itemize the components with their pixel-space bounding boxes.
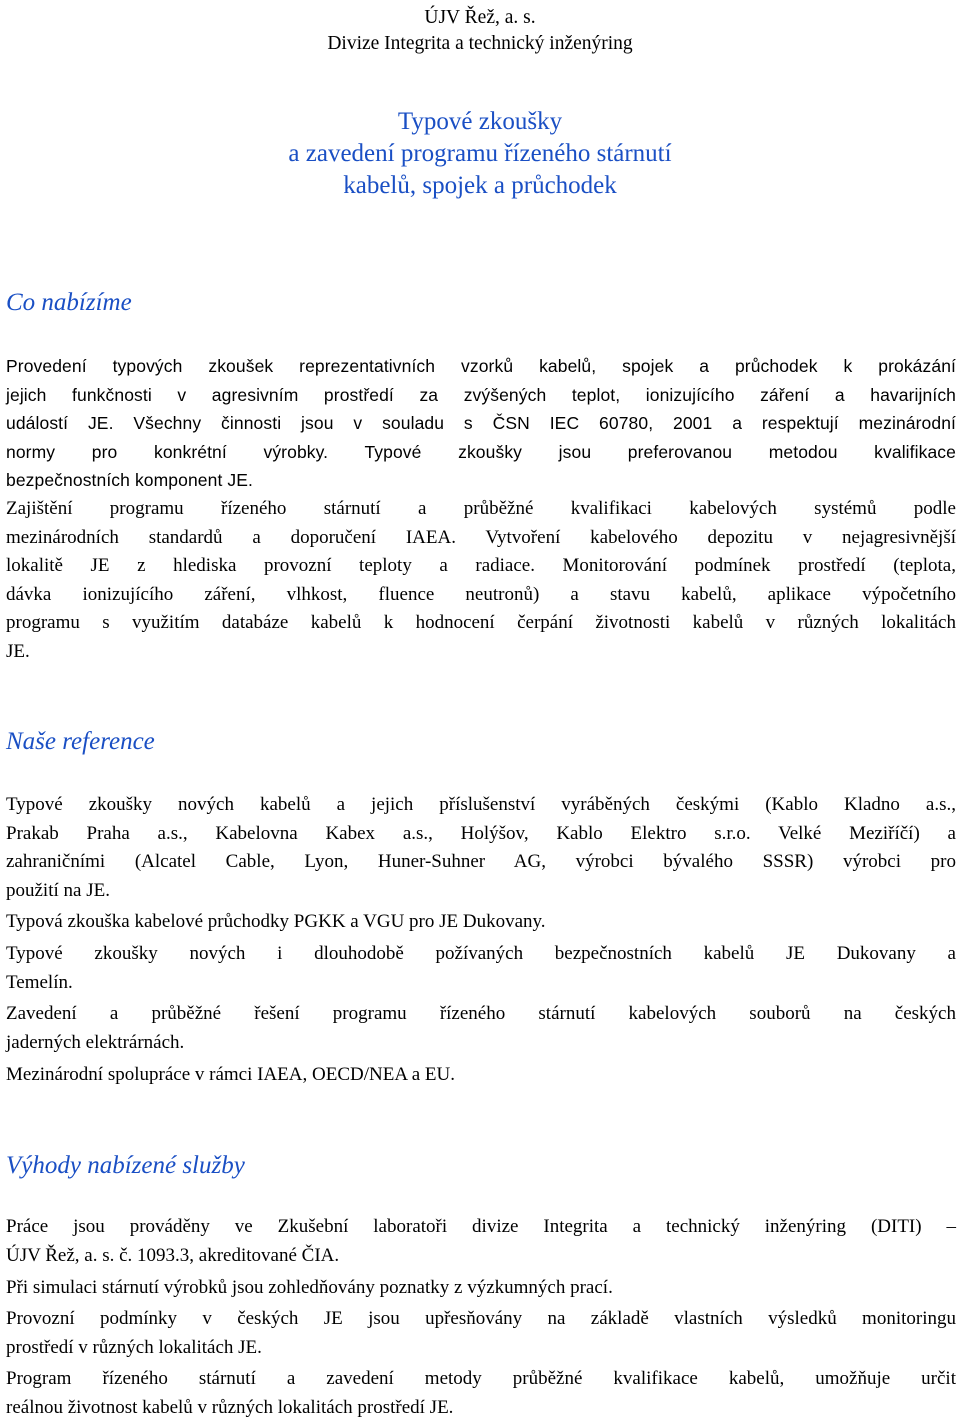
text-line: jaderných elektrárnách.: [6, 1031, 185, 1053]
document-title: [0, 106, 960, 202]
text-line: lokalitě JE z hlediska provozní teploty a radiace. Monitorování podmínek prostředí (teplota,: [6, 555, 956, 576]
text-line: Typové zkoušky nových i dlouhodobě požívaných bezpečnostních kabelů JE Dukovany a: [6, 943, 956, 964]
text-line: jejich funkčnosti v agresivním prostředí za zvýšených teplot, ionizujícího záření a havarijních: [6, 384, 956, 405]
text-line: Temelín.: [6, 971, 73, 993]
text-line: Prakab Praha a.s., Kabelovna Kabex a.s., Holýšov, Kablo Elektro s.r.o. Velké Meziříčí) a: [6, 822, 956, 844]
references-paragraph-1: [6, 791, 956, 905]
benefits-paragraph-3: [6, 1305, 956, 1362]
text-line: reálnou životnost kabelů v různých lokalitách prostředí JE.: [6, 1396, 454, 1418]
benefits-paragraph-2: [6, 1274, 956, 1303]
heading-benefits: Výhody nabízené služby: [6, 1152, 245, 1179]
text-line: Provozní podmínky v českých JE jsou upřesňovány na základě vlastních výsledků monitoringu: [6, 1308, 956, 1329]
references-paragraph-5: [6, 1061, 956, 1090]
benefits-paragraph-4: [6, 1365, 956, 1422]
text-line: Mezinárodní spolupráce v rámci IAEA, OECD/NEA a EU.: [6, 1064, 456, 1085]
text-line: událostí JE. Všechny činnosti jsou v souladu s ČSN IEC 60780, 2001 a respektují mezinárodní: [6, 413, 956, 433]
title-line-1: Typové zkoušky: [397, 108, 563, 135]
offer-paragraph-2: [6, 495, 956, 666]
division-name: Divize Integrita a technický inženýring: [327, 33, 633, 54]
offer-paragraph-1: [6, 352, 956, 495]
text-line: bezpečnostních komponent JE.: [6, 470, 253, 490]
text-line: Práce jsou prováděny ve Zkušební laboratoři divize Integrita a technický inženýring (DITI) –: [6, 1216, 956, 1237]
text-line: použití na JE.: [6, 879, 110, 901]
text-line: dávka ionizujícího záření, vlhkost, fluence neutronů) a stavu kabelů, aplikace výpočetního: [6, 583, 956, 605]
text-line: Typové zkoušky nových kabelů a jejich příslušenství vyráběných českými (Kablo Kladno a.s.,: [6, 794, 956, 815]
text-line: prostředí v různých lokalitách JE.: [6, 1336, 262, 1358]
title-line-3: kabelů, spojek a průchodek: [343, 172, 617, 199]
benefits-paragraph-1: [6, 1213, 956, 1270]
text-line: normy pro konkrétní výrobky. Typové zkoušky jsou preferovanou metodou kvalifikace: [6, 441, 956, 462]
text-line: JE.: [6, 640, 30, 662]
organization-name: ÚJV Řež, a. s.: [424, 7, 536, 28]
title-line-2: a zavedení programu řízeného stárnutí: [288, 140, 672, 167]
text-line: Zajištění programu řízeného stárnutí a průběžné kvalifikaci kabelových systémů podle: [6, 498, 956, 519]
text-line: mezinárodních standardů a doporučení IAEA. Vytvoření kabelového depozitu v nejagresivnější: [6, 526, 956, 548]
text-line: programu s využitím databáze kabelů k hodnocení čerpání životnosti kabelů v různých lokalitách: [6, 612, 956, 633]
text-line: Typová zkouška kabelové průchodky PGKK a VGU pro JE Dukovany.: [6, 911, 546, 932]
heading-references: Naše reference: [6, 728, 155, 755]
text-line: zahraničními (Alcatel Cable, Lyon, Huner-Suhner AG, výrobci bývalého SSSR) výrobci pro: [6, 851, 956, 872]
text-line: ÚJV Řež, a. s. č. 1093.3, akreditované ČIA.: [6, 1244, 340, 1266]
text-line: Při simulaci stárnutí výrobků jsou zohledňovány poznatky z výzkumných prací.: [6, 1277, 613, 1298]
references-paragraph-4: [6, 1000, 956, 1057]
references-paragraph-2: [6, 908, 956, 937]
heading-offer: Co nabízíme: [6, 289, 132, 316]
references-paragraph-3: [6, 940, 956, 997]
text-line: Zavedení a průběžné řešení programu řízeného stárnutí kabelových souborů na českých: [6, 1003, 956, 1024]
text-line: Provedení typových zkoušek reprezentativních vzorků kabelů, spojek a průchodek k prokázání: [6, 356, 956, 376]
text-line: Program řízeného stárnutí a zavedení metody průběžné kvalifikace kabelů, umožňuje určit: [6, 1368, 956, 1389]
